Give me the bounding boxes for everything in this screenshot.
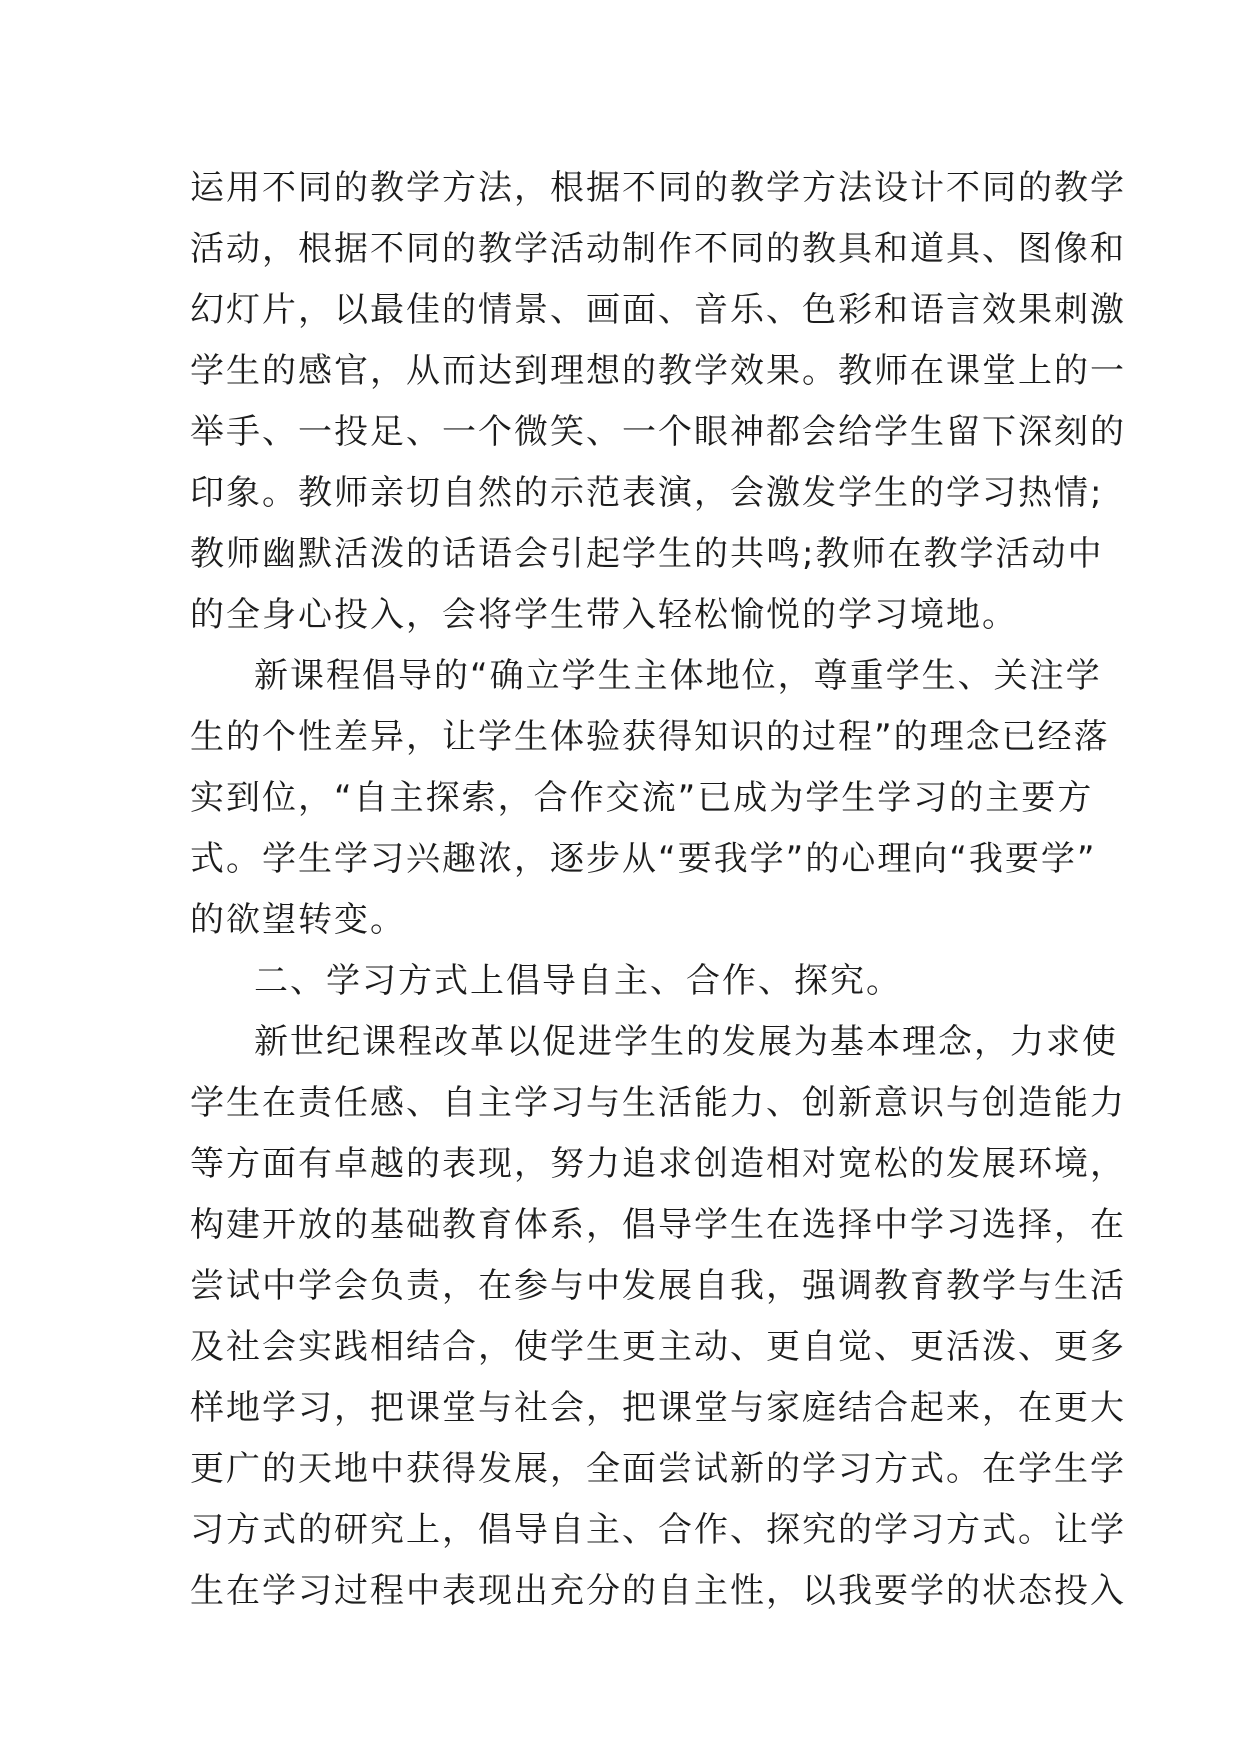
text-line: 样地学习，把课堂与社会，把课堂与家庭结合起来，在更大 bbox=[190, 1388, 1126, 1428]
text-line: 尝试中学会负责，在参与中发展自我，强调教育教学与生活 bbox=[190, 1266, 1126, 1306]
text-line: 生在学习过程中表现出充分的自主性，以我要学的状态投入 bbox=[190, 1571, 1126, 1611]
text-line: 构建开放的基础教育体系，倡导学生在选择中学习选择，在 bbox=[190, 1205, 1126, 1245]
text-line: 等方面有卓越的表现，努力追求创造相对宽松的发展环境， bbox=[190, 1144, 1126, 1184]
text-line: 的欲望转变。 bbox=[190, 900, 406, 940]
text-line: 幻灯片，以最佳的情景、画面、音乐、色彩和语言效果刺激 bbox=[190, 290, 1126, 330]
paragraph-start-line: 新世纪课程改革以促进学生的发展为基本理念，力求使 bbox=[254, 1022, 1118, 1062]
text-line: 生的个性差异，让学生体验获得知识的过程”的理念已经落 bbox=[190, 717, 1110, 757]
paragraph-start-line: 新课程倡导的“确立学生主体地位，尊重学生、关注学 bbox=[254, 656, 1102, 696]
text-line: 式。学生学习兴趣浓，逐步从“要我学”的心理向“我要学” bbox=[190, 839, 1097, 879]
text-line: 更广的天地中获得发展，全面尝试新的学习方式。在学生学 bbox=[190, 1449, 1126, 1489]
text-line: 学生在责任感、自主学习与生活能力、创新意识与创造能力 bbox=[190, 1083, 1126, 1123]
text-line: 实到位，“自主探索，合作交流”已成为学生学习的主要方 bbox=[190, 778, 1094, 818]
text-line: 的全身心投入，会将学生带入轻松愉悦的学习境地。 bbox=[190, 595, 1018, 635]
text-line: 活动，根据不同的教学活动制作不同的教具和道具、图像和 bbox=[190, 229, 1126, 269]
text-line: 印象。教师亲切自然的示范表演，会激发学生的学习热情; bbox=[190, 473, 1104, 513]
text-line: 举手、一投足、一个微笑、一个眼神都会给学生留下深刻的 bbox=[190, 412, 1126, 452]
body-text bbox=[190, 158, 1126, 1622]
section-heading: 二、学习方式上倡导自主、合作、探究。 bbox=[254, 961, 902, 1001]
text-line: 习方式的研究上，倡导自主、合作、探究的学习方式。让学 bbox=[190, 1510, 1126, 1550]
text-line: 学生的感官，从而达到理想的教学效果。教师在课堂上的一 bbox=[190, 351, 1126, 391]
text-line: 教师幽默活泼的话语会引起学生的共鸣;教师在教学活动中 bbox=[190, 534, 1104, 574]
text-line: 及社会实践相结合，使学生更主动、更自觉、更活泼、更多 bbox=[190, 1327, 1126, 1367]
text-line: 运用不同的教学方法，根据不同的教学方法设计不同的教学 bbox=[190, 168, 1126, 208]
